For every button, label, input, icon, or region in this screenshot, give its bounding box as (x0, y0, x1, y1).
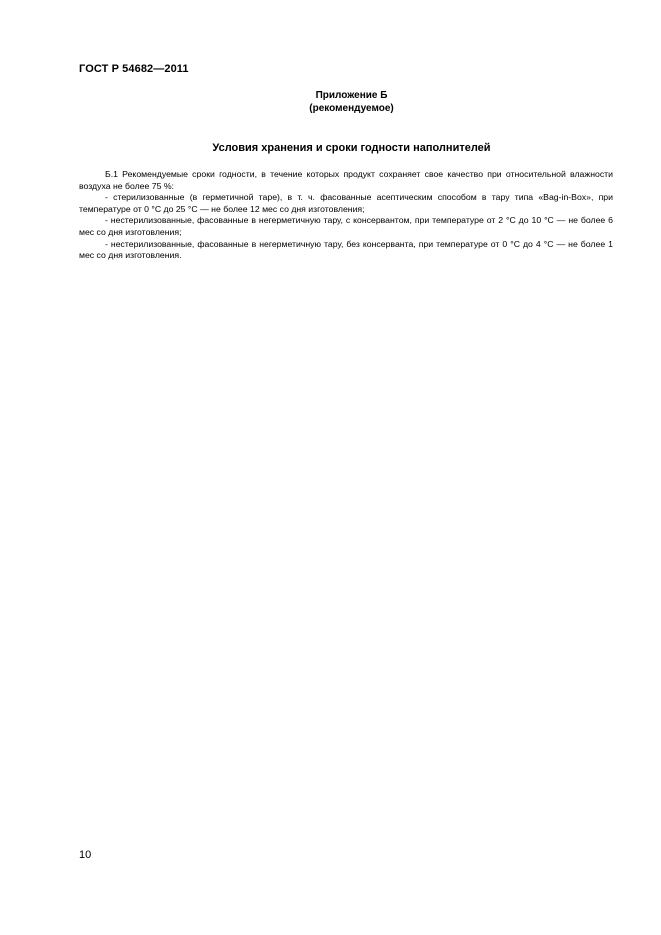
annex-status: (рекомендуемое) (309, 103, 394, 114)
paragraph-item-nonsterilized-preservative: - нестерилизованные, фасованные в негерметичную тару, с консервантом, при температуре от 2 °С до 10 °С — не более 6 мес со дня изготовления; (79, 215, 613, 237)
section-title: Условия хранения и сроки годности наполнителей (212, 142, 491, 154)
paragraph-intro: Б.1 Рекомендуемые сроки годности, в течение которых продукт сохраняет свое качество при относительной влажности воздуха не более 75 %: (79, 169, 613, 191)
document-body (79, 169, 613, 262)
document-header: ГОСТ Р 54682—2011 (79, 63, 189, 75)
annex-title: Приложение Б (315, 90, 388, 101)
paragraph-item-sterilized: - стерилизованные (в герметичной таре), в т. ч. фасованные асептическим способом в тару типа «Bag-in-Box», при температуре от 0 °С до 25 °С — не более 12 мес со дня изготовления; (79, 192, 613, 214)
page-number: 10 (79, 849, 92, 861)
annex-heading (0, 89, 661, 115)
paragraph-item-nonsterilized-no-preservative: - нестерилизованные, фасованные в негерметичную тару, без консерванта, при температуре от 0 °С до 4 °С — не более 1 мес со дня изготовления. (79, 238, 613, 261)
